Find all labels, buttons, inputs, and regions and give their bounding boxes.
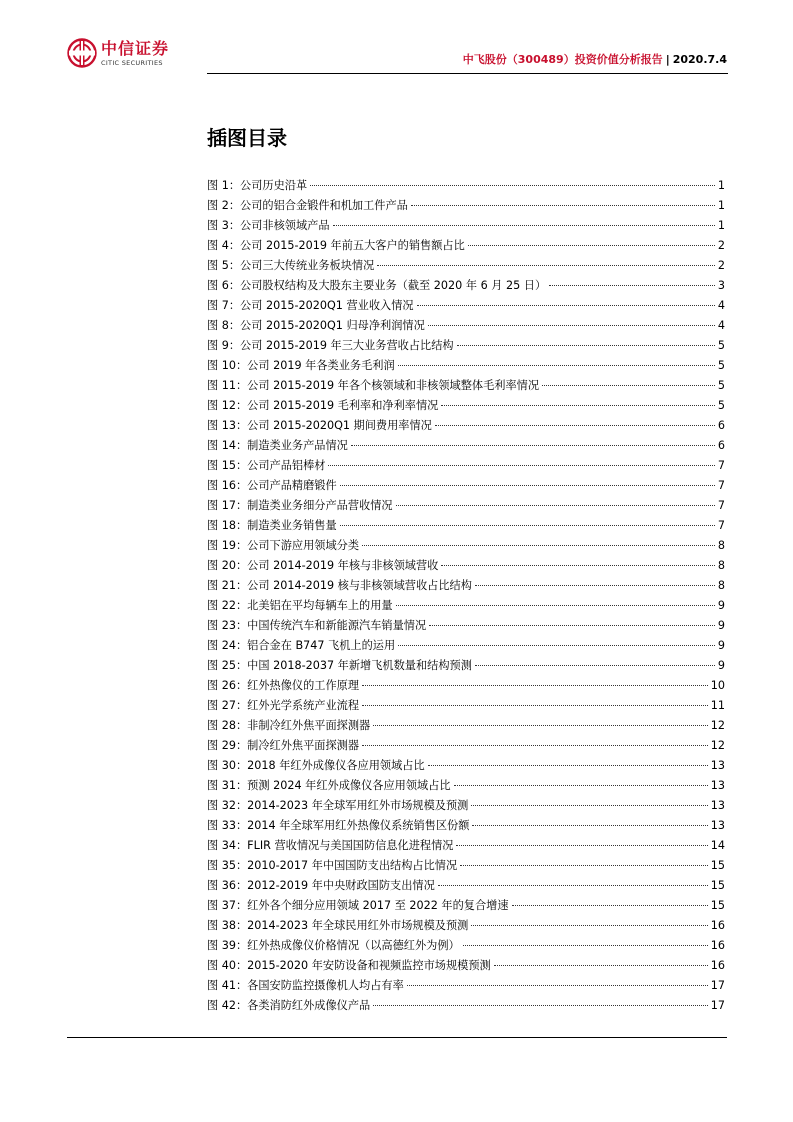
toc-entry-label: 图 28：非制冷红外焦平面探测器 — [207, 719, 371, 732]
toc-dot-leader — [362, 705, 708, 706]
toc-entry[interactable] — [207, 736, 725, 756]
toc-entry-label: 图 19：公司下游应用领域分类 — [207, 539, 360, 552]
toc-entry[interactable] — [207, 556, 725, 576]
toc-entry-label: 图 12：公司 2015-2019 毛利率和净利率情况 — [207, 399, 439, 412]
toc-entry-label: 图 42：各类消防红外成像仪产品 — [207, 999, 371, 1012]
toc-entry-page: 4 — [717, 299, 725, 312]
report-header-title — [463, 53, 727, 67]
toc-dot-leader — [435, 425, 715, 426]
toc-entry[interactable] — [207, 916, 725, 936]
citic-securities-logo — [67, 38, 197, 74]
toc-entry-label: 图 33：2014 年全球军用红外热像仪系统销售区份额 — [207, 819, 470, 832]
toc-entry-page: 13 — [710, 759, 725, 772]
toc-dot-leader — [428, 765, 708, 766]
toc-dot-leader — [457, 345, 715, 346]
toc-dot-leader — [328, 465, 714, 466]
toc-entry-page: 2 — [717, 239, 725, 252]
toc-entry-label: 图 6：公司股权结构及大股东主要业务（截至 2020 年 6 月 25 日） — [207, 279, 547, 292]
toc-dot-leader — [441, 565, 715, 566]
figure-toc-list — [207, 176, 725, 1016]
toc-entry[interactable] — [207, 376, 725, 396]
toc-entry[interactable] — [207, 996, 725, 1016]
toc-entry[interactable] — [207, 616, 725, 636]
toc-dot-leader — [441, 405, 715, 406]
toc-entry-page: 14 — [710, 839, 725, 852]
toc-dot-leader — [351, 445, 715, 446]
toc-entry-page: 7 — [717, 499, 725, 512]
toc-entry-label: 图 30：2018 年红外成像仪各应用领域占比 — [207, 759, 425, 772]
toc-entry-label: 图 40：2015-2020 年安防设备和视频监控市场规模预测 — [207, 959, 491, 972]
toc-entry[interactable] — [207, 476, 725, 496]
toc-entry-page: 5 — [717, 339, 725, 352]
toc-entry-page: 17 — [710, 979, 725, 992]
toc-entry-label: 图 23：中国传统汽车和新能源汽车销量情况 — [207, 619, 427, 632]
toc-entry-page: 17 — [710, 999, 725, 1012]
toc-entry-page: 7 — [717, 519, 725, 532]
toc-entry-page: 12 — [710, 739, 725, 752]
toc-entry-page: 9 — [717, 599, 725, 612]
toc-dot-leader — [310, 185, 715, 186]
toc-dot-leader — [398, 645, 715, 646]
toc-entry[interactable] — [207, 256, 725, 276]
toc-entry[interactable] — [207, 456, 725, 476]
page-header — [0, 0, 793, 80]
toc-dot-leader — [362, 545, 715, 546]
toc-entry-label: 图 22：北美铝在平均每辆车上的用量 — [207, 599, 393, 612]
toc-entry-label: 图 39：红外热成像仪价格情况（以高德红外为例） — [207, 939, 460, 952]
toc-entry[interactable] — [207, 216, 725, 236]
toc-dot-leader — [468, 245, 715, 246]
toc-entry-page: 4 — [717, 319, 725, 332]
toc-entry-page: 5 — [717, 379, 725, 392]
toc-entry-page: 8 — [717, 579, 725, 592]
toc-entry[interactable] — [207, 596, 725, 616]
toc-entry-page: 15 — [710, 859, 725, 872]
toc-entry-page: 6 — [717, 419, 725, 432]
logo-chinese-name: 中信证券 — [101, 39, 170, 58]
toc-entry-page: 5 — [717, 399, 725, 412]
report-title: 中飞股份（300489）投资价值分析报告 — [462, 53, 663, 66]
toc-dot-leader — [398, 365, 715, 366]
toc-entry[interactable] — [207, 676, 725, 696]
toc-entry-label: 图 36：2012-2019 年中央财政国防支出情况 — [207, 879, 435, 892]
toc-dot-leader — [456, 845, 707, 846]
toc-entry[interactable] — [207, 436, 725, 456]
toc-entry-label: 图 1：公司历史沿革 — [207, 179, 308, 192]
toc-entry-label: 图 13：公司 2015-2020Q1 期间费用率情况 — [207, 419, 432, 432]
toc-dot-leader — [407, 985, 708, 986]
toc-entry-page: 8 — [717, 559, 725, 572]
toc-entry-label: 图 26：红外热像仪的工作原理 — [207, 679, 360, 692]
toc-entry-label: 图 25：中国 2018-2037 年新增飞机数量和结构预测 — [207, 659, 472, 672]
toc-entry-label: 图 8：公司 2015-2020Q1 归母净利润情况 — [207, 319, 425, 332]
toc-entry-label: 图 27：红外光学系统产业流程 — [207, 699, 360, 712]
toc-entry-page: 16 — [710, 919, 725, 932]
toc-entry-label: 图 17：制造类业务细分产品营收情况 — [207, 499, 393, 512]
toc-dot-leader — [396, 605, 715, 606]
toc-entry-page: 16 — [710, 959, 725, 972]
toc-entry-label: 图 10：公司 2019 年各类业务毛利润 — [207, 359, 395, 372]
toc-dot-leader — [411, 205, 715, 206]
toc-entry-page: 7 — [717, 479, 725, 492]
toc-entry[interactable] — [207, 776, 725, 796]
toc-entry-label: 图 34：FLIR 营收情况与美国国防信息化进程情况 — [207, 839, 454, 852]
toc-entry[interactable] — [207, 516, 725, 536]
toc-entry[interactable] — [207, 356, 725, 376]
toc-entry[interactable] — [207, 976, 725, 996]
toc-dot-leader — [542, 385, 715, 386]
toc-entry-page: 9 — [717, 619, 725, 632]
toc-dot-leader — [373, 1005, 708, 1006]
toc-entry-page: 15 — [710, 899, 725, 912]
toc-dot-leader — [333, 225, 715, 226]
toc-dot-leader — [471, 925, 707, 926]
report-date: 2020.7.4 — [672, 53, 727, 66]
toc-dot-leader — [438, 885, 708, 886]
toc-entry-page: 16 — [710, 939, 725, 952]
logo-english-name: CITIC SECURITIES — [101, 59, 163, 67]
toc-dot-leader — [396, 505, 715, 506]
toc-entry-label: 图 14：制造类业务产品情况 — [207, 439, 348, 452]
toc-dot-leader — [428, 325, 715, 326]
toc-dot-leader — [340, 485, 715, 486]
toc-entry-label: 图 21：公司 2014-2019 核与非核领域营收占比结构 — [207, 579, 472, 592]
toc-entry-label: 图 7：公司 2015-2020Q1 营业收入情况 — [207, 299, 414, 312]
toc-entry-label: 图 5：公司三大传统业务板块情况 — [207, 259, 375, 272]
toc-entry[interactable] — [207, 816, 725, 836]
citic-logo-icon — [67, 38, 97, 68]
toc-dot-leader — [429, 625, 715, 626]
toc-entry-label: 图 15：公司产品铝棒材 — [207, 459, 326, 472]
toc-entry[interactable] — [207, 176, 725, 196]
toc-entry-page: 12 — [710, 719, 725, 732]
toc-entry[interactable] — [207, 896, 725, 916]
toc-dot-leader — [362, 685, 708, 686]
toc-entry[interactable] — [207, 576, 725, 596]
toc-dot-leader — [512, 905, 708, 906]
toc-entry[interactable] — [207, 876, 725, 896]
toc-entry-label: 图 29：制冷红外焦平面探测器 — [207, 739, 360, 752]
toc-entry[interactable] — [207, 276, 725, 296]
toc-entry-label: 图 31：预测 2024 年红外成像仪各应用领域占比 — [207, 779, 451, 792]
toc-entry-page: 13 — [710, 799, 725, 812]
toc-entry-label: 图 3：公司非核领域产品 — [207, 219, 330, 232]
toc-dot-leader — [463, 945, 708, 946]
toc-entry-page: 9 — [717, 639, 725, 652]
toc-dot-leader — [494, 965, 708, 966]
toc-dot-leader — [340, 525, 715, 526]
toc-entry-page: 11 — [710, 699, 725, 712]
toc-entry-page: 1 — [717, 219, 725, 232]
toc-entry-page: 7 — [717, 459, 725, 472]
toc-dot-leader — [549, 285, 715, 286]
toc-dot-leader — [454, 785, 708, 786]
toc-entry[interactable] — [207, 316, 725, 336]
header-divider — [207, 73, 728, 74]
toc-entry-label: 图 37：红外各个细分应用领域 2017 至 2022 年的复合增速 — [207, 899, 509, 912]
toc-dot-leader — [475, 665, 715, 666]
toc-entry-label: 图 38：2014-2023 年全球民用红外市场规模及预测 — [207, 919, 469, 932]
toc-entry-page: 13 — [710, 819, 725, 832]
toc-entry[interactable] — [207, 336, 725, 356]
toc-entry[interactable] — [207, 236, 725, 256]
toc-entry-label: 图 11：公司 2015-2019 年各个核领域和非核领域整体毛利率情况 — [207, 379, 540, 392]
toc-entry[interactable] — [207, 496, 725, 516]
toc-entry-page: 1 — [717, 199, 725, 212]
toc-entry[interactable] — [207, 936, 725, 956]
toc-entry[interactable] — [207, 956, 725, 976]
toc-dot-leader — [417, 305, 715, 306]
toc-entry-page: 1 — [717, 179, 725, 192]
toc-dot-leader — [460, 865, 708, 866]
header-separator: | — [665, 53, 670, 66]
toc-entry-label: 图 2：公司的铝合金锻件和机加工件产品 — [207, 199, 408, 212]
toc-entry[interactable] — [207, 756, 725, 776]
toc-dot-leader — [471, 805, 707, 806]
toc-entry-page: 9 — [717, 659, 725, 672]
toc-dot-leader — [475, 585, 715, 586]
toc-entry-page: 10 — [710, 679, 725, 692]
toc-entry[interactable] — [207, 396, 725, 416]
toc-entry[interactable] — [207, 536, 725, 556]
toc-dot-leader — [472, 825, 707, 826]
toc-entry[interactable] — [207, 796, 725, 816]
toc-entry[interactable] — [207, 196, 725, 216]
toc-entry[interactable] — [207, 296, 725, 316]
toc-entry[interactable] — [207, 696, 725, 716]
toc-entry[interactable] — [207, 856, 725, 876]
toc-entry-label: 图 41：各国安防监控摄像机人均占有率 — [207, 979, 404, 992]
toc-entry[interactable] — [207, 416, 725, 436]
toc-entry-label: 图 32：2014-2023 年全球军用红外市场规模及预测 — [207, 799, 469, 812]
toc-entry[interactable] — [207, 636, 725, 656]
toc-entry-label: 图 9：公司 2015-2019 年三大业务营收占比结构 — [207, 339, 454, 352]
toc-entry-page: 15 — [710, 879, 725, 892]
toc-dot-leader — [362, 745, 708, 746]
page-title: 插图目录 — [207, 126, 287, 150]
toc-entry[interactable] — [207, 716, 725, 736]
toc-entry-page: 3 — [717, 279, 725, 292]
toc-entry-page: 6 — [717, 439, 725, 452]
toc-entry-label: 图 20：公司 2014-2019 年核与非核领域营收 — [207, 559, 439, 572]
toc-entry[interactable] — [207, 836, 725, 856]
toc-entry-label: 图 24：铝合金在 B747 飞机上的运用 — [207, 639, 396, 652]
toc-entry[interactable] — [207, 656, 725, 676]
toc-entry-label: 图 18：制造类业务销售量 — [207, 519, 337, 532]
toc-entry-page: 5 — [717, 359, 725, 372]
toc-entry-label: 图 35：2010-2017 年中国国防支出结构占比情况 — [207, 859, 458, 872]
toc-entry-page: 13 — [710, 779, 725, 792]
toc-entry-page: 8 — [717, 539, 725, 552]
toc-entry-page: 2 — [717, 259, 725, 272]
toc-dot-leader — [373, 725, 708, 726]
toc-dot-leader — [377, 265, 715, 266]
toc-entry-label: 图 16：公司产品精磨锻件 — [207, 479, 337, 492]
toc-entry-label: 图 4：公司 2015-2019 年前五大客户的销售额占比 — [207, 239, 465, 252]
footer-divider — [67, 1037, 727, 1038]
